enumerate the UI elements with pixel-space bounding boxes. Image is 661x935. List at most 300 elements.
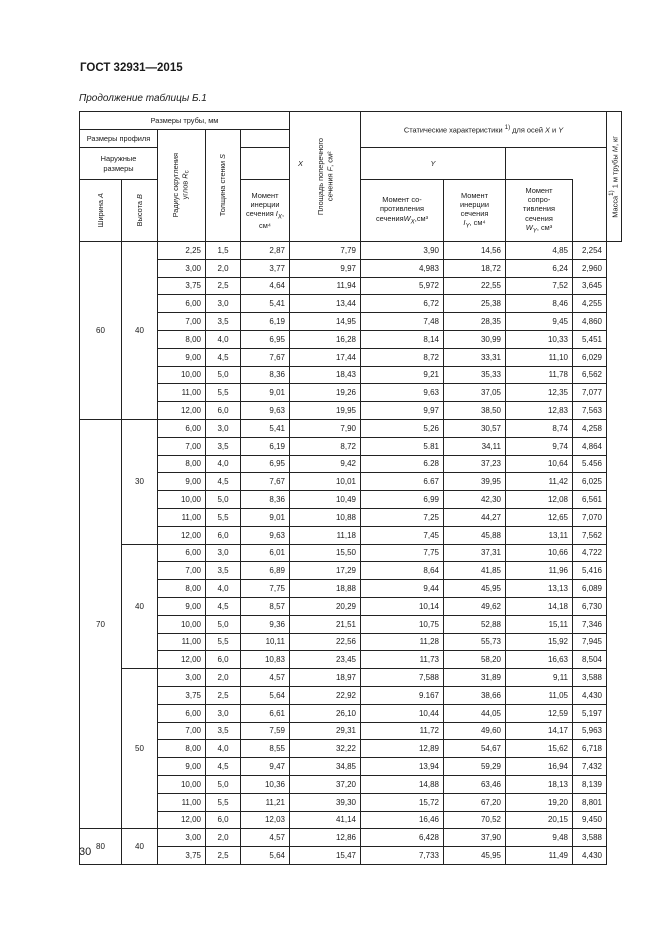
radius-cell: 6,00 (158, 419, 206, 437)
mass-cell: 5,963 (573, 722, 607, 740)
iy-cell: 55,73 (444, 633, 506, 651)
ix-cell: 29,31 (290, 722, 361, 740)
iy-cell: 58,20 (444, 651, 506, 669)
header-radius: Радиус скругления углов $R_c$ (158, 130, 206, 242)
wx-cell: 13,94 (361, 758, 444, 776)
wx-cell: 7,25 (361, 508, 444, 526)
wy-cell: 10,66 (506, 544, 573, 562)
ix-cell: 15,47 (290, 847, 361, 865)
wx-cell: 8,14 (361, 330, 444, 348)
table-row (80, 580, 622, 598)
wy-cell: 6,24 (506, 259, 573, 277)
area-cell: 4,57 (241, 669, 290, 687)
radius-cell: 3,75 (158, 686, 206, 704)
ix-cell: 10,49 (290, 491, 361, 509)
ix-cell: 37,20 (290, 775, 361, 793)
mass-cell: 7,562 (573, 526, 607, 544)
area-cell: 10,36 (241, 775, 290, 793)
wy-cell: 11,10 (506, 348, 573, 366)
table-row (80, 793, 622, 811)
area-cell: 5,64 (241, 686, 290, 704)
table-row (80, 775, 622, 793)
mass-cell: 6,562 (573, 366, 607, 384)
wall-cell: 4,0 (206, 740, 241, 758)
mass-cell: 5,197 (573, 704, 607, 722)
table-row (80, 277, 622, 295)
iy-cell: 59,29 (444, 758, 506, 776)
iy-cell: 34,11 (444, 437, 506, 455)
ix-cell: 34,85 (290, 758, 361, 776)
wx-cell: 16,46 (361, 811, 444, 829)
wx-cell: 3,90 (361, 242, 444, 260)
wy-cell: 20,15 (506, 811, 573, 829)
header-width: Ширина A (80, 180, 122, 242)
mass-cell: 4,722 (573, 544, 607, 562)
wx-cell: 7,75 (361, 544, 444, 562)
area-cell: 7,59 (241, 722, 290, 740)
radius-cell: 6,00 (158, 544, 206, 562)
radius-cell: 9,00 (158, 597, 206, 615)
table-row (80, 384, 622, 402)
wall-cell: 4,0 (206, 580, 241, 598)
table-row (80, 366, 622, 384)
area-cell: 10,11 (241, 633, 290, 651)
table-row (80, 508, 622, 526)
header-static: Статические характеристики $^{1)}$ для осей X и Y (361, 112, 607, 148)
iy-cell: 30,99 (444, 330, 506, 348)
area-cell: 7,67 (241, 473, 290, 491)
header-axis-y: Y (361, 148, 506, 180)
wall-cell: 1,5 (206, 242, 241, 260)
wx-cell: 11,28 (361, 633, 444, 651)
area-cell: 8,36 (241, 366, 290, 384)
table-caption: Продолжение таблицы Б.1 (79, 93, 207, 104)
ix-cell: 20,29 (290, 597, 361, 615)
table-row (80, 473, 622, 491)
table-body (80, 242, 622, 865)
table-row (80, 686, 622, 704)
area-cell: 6,61 (241, 704, 290, 722)
wy-cell: 11,96 (506, 562, 573, 580)
area-cell: 4,64 (241, 277, 290, 295)
table-row (80, 740, 622, 758)
mass-cell: 7,945 (573, 633, 607, 651)
wy-cell: 8,74 (506, 419, 573, 437)
table-row (80, 348, 622, 366)
page-number: 30 (79, 846, 92, 858)
wx-cell: 11,73 (361, 651, 444, 669)
wy-cell: 9,45 (506, 313, 573, 331)
wall-cell: 4,5 (206, 758, 241, 776)
wy-cell: 11,05 (506, 686, 573, 704)
header-iy: Момент инерции сечения $I_Y$, см⁴ (444, 180, 506, 242)
wx-cell: 10,44 (361, 704, 444, 722)
mass-cell: 4,430 (573, 847, 607, 865)
ix-cell: 7,79 (290, 242, 361, 260)
area-cell: 6,01 (241, 544, 290, 562)
wall-cell: 6,0 (206, 651, 241, 669)
wy-cell: 15,62 (506, 740, 573, 758)
radius-cell: 12,00 (158, 402, 206, 420)
mass-cell: 8,139 (573, 775, 607, 793)
wall-cell: 3,0 (206, 419, 241, 437)
mass-cell: 3,645 (573, 277, 607, 295)
wall-cell: 5,0 (206, 366, 241, 384)
height-cell: 40 (122, 829, 158, 865)
wall-cell: 5,0 (206, 491, 241, 509)
area-cell: 5,64 (241, 847, 290, 865)
table-row (80, 313, 622, 331)
header-mass: Масса$^{1)}$ 1 м трубы M, кг (607, 112, 622, 242)
area-cell: 9,36 (241, 615, 290, 633)
table-row (80, 615, 622, 633)
wall-cell: 5,0 (206, 615, 241, 633)
ix-cell: 16,28 (290, 330, 361, 348)
iy-cell: 44,05 (444, 704, 506, 722)
mass-cell: 9,450 (573, 811, 607, 829)
wall-cell: 3,0 (206, 544, 241, 562)
header-ix: Момент инерции сечения $I_X$, см⁴ (241, 180, 290, 242)
wx-cell: 7,588 (361, 669, 444, 687)
radius-cell: 3,75 (158, 277, 206, 295)
wall-cell: 3,0 (206, 704, 241, 722)
ix-cell: 14,95 (290, 313, 361, 331)
wall-cell: 4,5 (206, 597, 241, 615)
wy-cell: 16,94 (506, 758, 573, 776)
wy-cell: 18,13 (506, 775, 573, 793)
mass-cell: 4,258 (573, 419, 607, 437)
radius-cell: 7,00 (158, 437, 206, 455)
wx-cell: 10,14 (361, 597, 444, 615)
radius-cell: 10,00 (158, 366, 206, 384)
iy-cell: 54,67 (444, 740, 506, 758)
radius-cell: 12,00 (158, 526, 206, 544)
header-height: Высота B (122, 180, 158, 242)
ix-cell: 23,45 (290, 651, 361, 669)
area-cell: 5,41 (241, 295, 290, 313)
ix-cell: 41,14 (290, 811, 361, 829)
wall-cell: 5,5 (206, 508, 241, 526)
wy-cell: 14,17 (506, 722, 573, 740)
ix-cell: 21,51 (290, 615, 361, 633)
wy-cell: 16,63 (506, 651, 573, 669)
width-cell: 80 (80, 829, 122, 865)
table-row (80, 402, 622, 420)
table-row (80, 651, 622, 669)
mass-cell: 4,860 (573, 313, 607, 331)
wall-cell: 4,0 (206, 330, 241, 348)
ix-cell: 39,30 (290, 793, 361, 811)
area-cell: 5,41 (241, 419, 290, 437)
width-cell: 60 (80, 242, 122, 420)
area-cell: 7,67 (241, 348, 290, 366)
ix-cell: 32,22 (290, 740, 361, 758)
height-cell: 30 (122, 419, 158, 544)
table-row (80, 704, 622, 722)
area-cell: 6,19 (241, 313, 290, 331)
wy-cell: 12,59 (506, 704, 573, 722)
iy-cell: 45,95 (444, 847, 506, 865)
iy-cell: 52,88 (444, 615, 506, 633)
ix-cell: 19,26 (290, 384, 361, 402)
mass-cell: 8,801 (573, 793, 607, 811)
wall-cell: 4,5 (206, 473, 241, 491)
wy-cell: 7,52 (506, 277, 573, 295)
ix-cell: 10,88 (290, 508, 361, 526)
mass-cell: 5.456 (573, 455, 607, 473)
wy-cell: 9,11 (506, 669, 573, 687)
radius-cell: 6,00 (158, 704, 206, 722)
wall-cell: 2,5 (206, 277, 241, 295)
area-cell: 9,63 (241, 526, 290, 544)
area-cell: 8,57 (241, 597, 290, 615)
wx-cell: 9.167 (361, 686, 444, 704)
height-cell: 40 (122, 544, 158, 669)
table-row (80, 419, 622, 437)
header-area: Площадь поперечного сечения F, см² (290, 112, 361, 242)
wall-cell: 3,5 (206, 722, 241, 740)
ix-cell: 15,50 (290, 544, 361, 562)
wy-cell: 12,65 (506, 508, 573, 526)
radius-cell: 12,00 (158, 651, 206, 669)
ix-cell: 7,90 (290, 419, 361, 437)
ix-cell: 22,92 (290, 686, 361, 704)
table-row (80, 242, 622, 260)
mass-cell: 7,432 (573, 758, 607, 776)
ix-cell: 9,42 (290, 455, 361, 473)
iy-cell: 31,89 (444, 669, 506, 687)
iy-cell: 44,27 (444, 508, 506, 526)
iy-cell: 37,05 (444, 384, 506, 402)
ix-cell: 17,44 (290, 348, 361, 366)
ix-cell: 17,29 (290, 562, 361, 580)
wy-cell: 11,78 (506, 366, 573, 384)
wx-cell: 15,72 (361, 793, 444, 811)
mass-cell: 8,504 (573, 651, 607, 669)
header-wy: Момент сопро- тивления сечения $W_Y$, см³ (506, 180, 573, 242)
wx-cell: 7,733 (361, 847, 444, 865)
radius-cell: 11,00 (158, 793, 206, 811)
iy-cell: 38,50 (444, 402, 506, 420)
mass-cell: 4,864 (573, 437, 607, 455)
wall-cell: 5,0 (206, 775, 241, 793)
mass-cell: 4,430 (573, 686, 607, 704)
mass-cell: 4,255 (573, 295, 607, 313)
wx-cell: 9,44 (361, 580, 444, 598)
iy-cell: 22,55 (444, 277, 506, 295)
wx-cell: 7,45 (361, 526, 444, 544)
wx-cell: 9,97 (361, 402, 444, 420)
ix-cell: 8,72 (290, 437, 361, 455)
wall-cell: 3,0 (206, 295, 241, 313)
wall-cell: 5,5 (206, 384, 241, 402)
wy-cell: 9,74 (506, 437, 573, 455)
radius-cell: 9,00 (158, 348, 206, 366)
wx-cell: 6,428 (361, 829, 444, 847)
dimensions-table (79, 111, 622, 865)
iy-cell: 28,35 (444, 313, 506, 331)
table-row (80, 526, 622, 544)
iy-cell: 41,85 (444, 562, 506, 580)
radius-cell: 11,00 (158, 633, 206, 651)
area-cell: 6,95 (241, 455, 290, 473)
iy-cell: 37,90 (444, 829, 506, 847)
wall-cell: 6,0 (206, 526, 241, 544)
wall-cell: 4,0 (206, 455, 241, 473)
height-cell: 50 (122, 669, 158, 829)
wx-cell: 12,89 (361, 740, 444, 758)
mass-cell: 7,077 (573, 384, 607, 402)
iy-cell: 14,56 (444, 242, 506, 260)
ix-cell: 18,97 (290, 669, 361, 687)
table-row (80, 811, 622, 829)
iy-cell: 30,57 (444, 419, 506, 437)
wx-cell: 6,72 (361, 295, 444, 313)
wall-cell: 6,0 (206, 402, 241, 420)
area-cell: 11,21 (241, 793, 290, 811)
mass-cell: 6,730 (573, 597, 607, 615)
wx-cell: 5,26 (361, 419, 444, 437)
table-row (80, 544, 622, 562)
iy-cell: 49,62 (444, 597, 506, 615)
width-cell: 70 (80, 419, 122, 828)
radius-cell: 8,00 (158, 740, 206, 758)
wall-cell: 2,0 (206, 829, 241, 847)
wx-cell: 6.67 (361, 473, 444, 491)
area-cell: 8,36 (241, 491, 290, 509)
area-cell: 12,03 (241, 811, 290, 829)
header-wall: Толщина стенки S (206, 130, 241, 242)
mass-cell: 6,029 (573, 348, 607, 366)
area-cell: 9,47 (241, 758, 290, 776)
ix-cell: 22,56 (290, 633, 361, 651)
radius-cell: 6,00 (158, 295, 206, 313)
wall-cell: 2,0 (206, 259, 241, 277)
radius-cell: 3,00 (158, 259, 206, 277)
wy-cell: 10,33 (506, 330, 573, 348)
iy-cell: 70,52 (444, 811, 506, 829)
mass-cell: 7,563 (573, 402, 607, 420)
mass-cell: 6,561 (573, 491, 607, 509)
table-row (80, 491, 622, 509)
radius-cell: 7,00 (158, 562, 206, 580)
wx-cell: 9,21 (361, 366, 444, 384)
iy-cell: 42,30 (444, 491, 506, 509)
area-cell: 9,63 (241, 402, 290, 420)
radius-cell: 10,00 (158, 615, 206, 633)
table-row (80, 330, 622, 348)
wx-cell: 6.28 (361, 455, 444, 473)
mass-cell: 5,451 (573, 330, 607, 348)
iy-cell: 39,95 (444, 473, 506, 491)
wall-cell: 5,5 (206, 633, 241, 651)
mass-cell: 6,718 (573, 740, 607, 758)
wy-cell: 14,18 (506, 597, 573, 615)
ix-cell: 18,43 (290, 366, 361, 384)
table-row (80, 437, 622, 455)
radius-cell: 8,00 (158, 580, 206, 598)
radius-cell: 2,25 (158, 242, 206, 260)
table-row (80, 758, 622, 776)
ix-cell: 26,10 (290, 704, 361, 722)
wy-cell: 12,35 (506, 384, 573, 402)
mass-cell: 7,346 (573, 615, 607, 633)
wx-cell: 6,99 (361, 491, 444, 509)
mass-cell: 7,070 (573, 508, 607, 526)
wy-cell: 9,48 (506, 829, 573, 847)
iy-cell: 25,38 (444, 295, 506, 313)
area-cell: 10,83 (241, 651, 290, 669)
wy-cell: 11,49 (506, 847, 573, 865)
header-axis-x: X (241, 148, 361, 180)
header-wx: Момент со- противления сеченияW$_X$,см³ (361, 180, 444, 242)
wx-cell: 7,48 (361, 313, 444, 331)
iy-cell: 63,46 (444, 775, 506, 793)
area-cell: 9,01 (241, 508, 290, 526)
ix-cell: 18,88 (290, 580, 361, 598)
wx-cell: 14,88 (361, 775, 444, 793)
radius-cell: 8,00 (158, 330, 206, 348)
ix-cell: 11,18 (290, 526, 361, 544)
iy-cell: 37,23 (444, 455, 506, 473)
radius-cell: 11,00 (158, 384, 206, 402)
mass-cell: 2,960 (573, 259, 607, 277)
wx-cell: 10,75 (361, 615, 444, 633)
radius-cell: 7,00 (158, 722, 206, 740)
area-cell: 6,95 (241, 330, 290, 348)
height-cell: 40 (122, 242, 158, 420)
table-row (80, 829, 622, 847)
radius-cell: 11,00 (158, 508, 206, 526)
iy-cell: 45,88 (444, 526, 506, 544)
area-cell: 3,77 (241, 259, 290, 277)
radius-cell: 9,00 (158, 473, 206, 491)
table-row (80, 633, 622, 651)
radius-cell: 10,00 (158, 775, 206, 793)
wx-cell: 9,63 (361, 384, 444, 402)
iy-cell: 37,31 (444, 544, 506, 562)
wy-cell: 11,42 (506, 473, 573, 491)
wall-cell: 3,5 (206, 313, 241, 331)
area-cell: 6,89 (241, 562, 290, 580)
table-row (80, 847, 622, 865)
header-outer-sizes: Наружные размеры (80, 148, 158, 180)
radius-cell: 12,00 (158, 811, 206, 829)
wx-cell: 11,72 (361, 722, 444, 740)
radius-cell: 8,00 (158, 455, 206, 473)
mass-cell: 6,025 (573, 473, 607, 491)
wall-cell: 6,0 (206, 811, 241, 829)
wy-cell: 15,92 (506, 633, 573, 651)
mass-cell: 5,416 (573, 562, 607, 580)
iy-cell: 49,60 (444, 722, 506, 740)
mass-cell: 2,254 (573, 242, 607, 260)
ix-cell: 10,01 (290, 473, 361, 491)
area-cell: 4,57 (241, 829, 290, 847)
document-code: ГОСТ 32931—2015 (80, 62, 183, 74)
radius-cell: 3,00 (158, 669, 206, 687)
ix-cell: 12,86 (290, 829, 361, 847)
ix-cell: 19,95 (290, 402, 361, 420)
wy-cell: 10,64 (506, 455, 573, 473)
table-row (80, 597, 622, 615)
area-cell: 6,19 (241, 437, 290, 455)
header-tube-sizes: Размеры трубы, мм (80, 112, 290, 130)
table-row (80, 562, 622, 580)
wall-cell: 2,5 (206, 686, 241, 704)
mass-cell: 6,089 (573, 580, 607, 598)
wy-cell: 19,20 (506, 793, 573, 811)
